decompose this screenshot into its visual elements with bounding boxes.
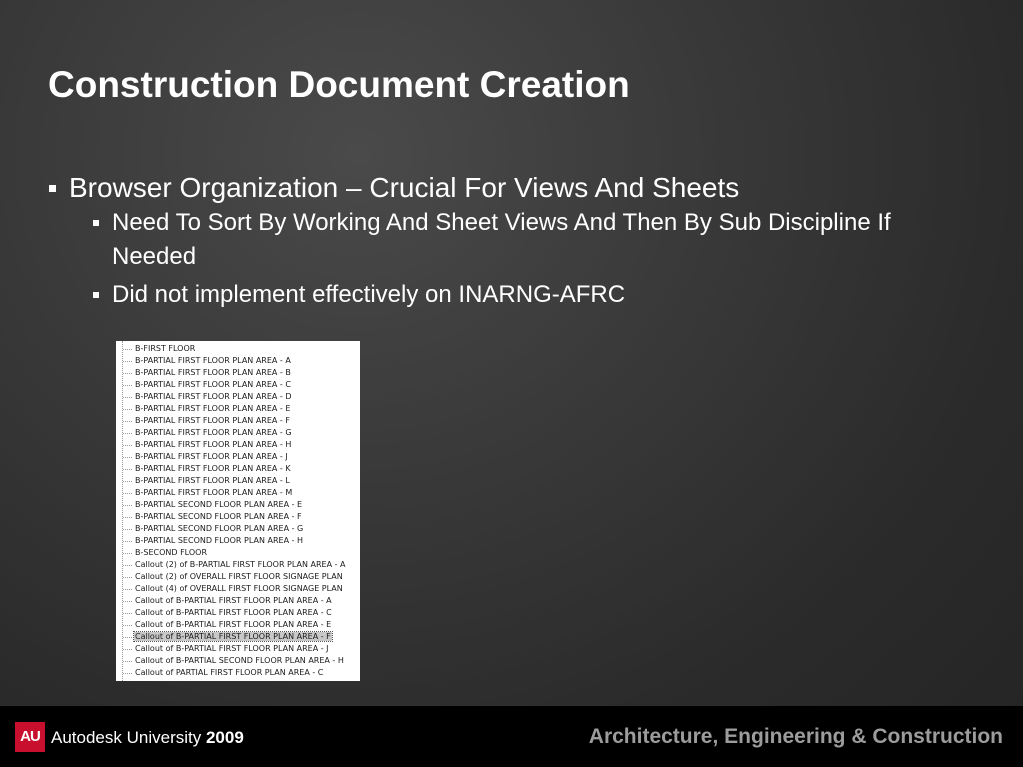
tree-item[interactable] [116, 643, 360, 655]
tree-item[interactable] [116, 487, 360, 499]
sub-bullet-item: Did not implement effectively on INARNG-AFRC [69, 278, 892, 312]
bullet-list [48, 170, 948, 316]
tree-item[interactable] [116, 499, 360, 511]
tree-item[interactable] [116, 655, 360, 667]
tree-item[interactable] [116, 559, 360, 571]
tree-item-label: Callout of B-PARTIAL FIRST FLOOR PLAN AREA - A [135, 596, 332, 605]
tree-item[interactable] [116, 391, 360, 403]
tree-item[interactable] [116, 403, 360, 415]
tree-item-label: Callout of B-PARTIAL SECOND FLOOR PLAN AREA - H [135, 656, 344, 665]
au-brand-year: 2009 [205, 728, 244, 747]
tree-item-label: B-PARTIAL FIRST FLOOR PLAN AREA - H [135, 440, 292, 449]
tree-item[interactable] [116, 667, 360, 679]
au-brand-text: Autodesk University [51, 728, 202, 747]
tree-item[interactable] [116, 379, 360, 391]
tree-item[interactable] [116, 427, 360, 439]
tree-item[interactable] [116, 607, 360, 619]
footer-bar [0, 706, 1023, 767]
sub-bullet-list [69, 206, 948, 312]
tree-item-label: Callout of B-PARTIAL FIRST FLOOR PLAN AREA - F [135, 632, 331, 641]
tree-item[interactable] [116, 463, 360, 475]
tree-item-label: B-PARTIAL FIRST FLOOR PLAN AREA - L [135, 476, 290, 485]
tree-item[interactable] [116, 571, 360, 583]
tree-item-label: Callout of B-PARTIAL FIRST FLOOR PLAN AREA - E [135, 620, 332, 629]
tree-item-label: B-FIRST FLOOR [135, 344, 196, 353]
tree-item-label: B-PARTIAL FIRST FLOOR PLAN AREA - D [135, 392, 292, 401]
tree-item[interactable] [116, 535, 360, 547]
tree-item[interactable] [116, 595, 360, 607]
tree-item-label: B-PARTIAL FIRST FLOOR PLAN AREA - E [135, 404, 291, 413]
tree-item[interactable] [116, 619, 360, 631]
tree-item[interactable] [116, 415, 360, 427]
project-browser-screenshot [116, 341, 360, 681]
tree-item-label: Callout (2) of OVERALL FIRST FLOOR SIGNAGE PLAN [135, 572, 343, 581]
tree-item-label: B-PARTIAL SECOND FLOOR PLAN AREA - E [135, 500, 303, 509]
tree-item-label: Callout of B-PARTIAL FIRST FLOOR PLAN AREA - J [135, 644, 329, 653]
tree-item[interactable] [116, 451, 360, 463]
tree-item-label: Callout of B-PARTIAL FIRST FLOOR PLAN AREA - C [135, 608, 332, 617]
au-logo: AU [15, 722, 45, 752]
tree-item[interactable] [116, 355, 360, 367]
footer-tagline: Architecture, Engineering & Construction [588, 725, 1003, 748]
tree-item-label: B-PARTIAL FIRST FLOOR PLAN AREA - G [135, 428, 292, 437]
view-tree-list [116, 341, 360, 679]
tree-item-label: B-PARTIAL FIRST FLOOR PLAN AREA - J [135, 452, 288, 461]
tree-item[interactable] [116, 475, 360, 487]
tree-item-label: Callout (4) of OVERALL FIRST FLOOR SIGNAGE PLAN [135, 584, 343, 593]
tree-item-label: B-PARTIAL FIRST FLOOR PLAN AREA - A [135, 356, 291, 365]
tree-item-label: Callout of PARTIAL FIRST FLOOR PLAN AREA - C [135, 668, 324, 677]
tree-item-label: B-SECOND FLOOR [135, 548, 208, 557]
tree-item-label: B-PARTIAL FIRST FLOOR PLAN AREA - C [135, 380, 291, 389]
tree-item-label: B-PARTIAL SECOND FLOOR PLAN AREA - F [135, 512, 302, 521]
tree-item-label: B-PARTIAL FIRST FLOOR PLAN AREA - K [135, 464, 291, 473]
tree-item-label: B-PARTIAL FIRST FLOOR PLAN AREA - M [135, 488, 293, 497]
tree-item[interactable] [116, 343, 360, 355]
tree-item-label: B-PARTIAL FIRST FLOOR PLAN AREA - B [135, 368, 291, 377]
tree-item[interactable] [116, 511, 360, 523]
tree-item[interactable] [116, 547, 360, 559]
bullet-text: Browser Organization – Crucial For Views And Sheets [69, 172, 740, 203]
tree-item-label: B-PARTIAL SECOND FLOOR PLAN AREA - H [135, 536, 304, 545]
sub-bullet-item: Need To Sort By Working And Sheet Views And Then By Sub Discipline If Needed [69, 206, 892, 274]
tree-item-label: B-PARTIAL FIRST FLOOR PLAN AREA - F [135, 416, 290, 425]
slide-title: Construction Document Creation [48, 64, 630, 105]
tree-item-selected[interactable] [116, 631, 360, 643]
tree-item-label: B-PARTIAL SECOND FLOOR PLAN AREA - G [135, 524, 304, 533]
au-brand-name [51, 727, 244, 749]
tree-item[interactable] [116, 523, 360, 535]
tree-item[interactable] [116, 439, 360, 451]
tree-item[interactable] [116, 583, 360, 595]
bullet-item [48, 170, 948, 312]
tree-item-label: Callout (2) of B-PARTIAL FIRST FLOOR PLAN AREA - A [135, 560, 346, 569]
tree-item[interactable] [116, 367, 360, 379]
